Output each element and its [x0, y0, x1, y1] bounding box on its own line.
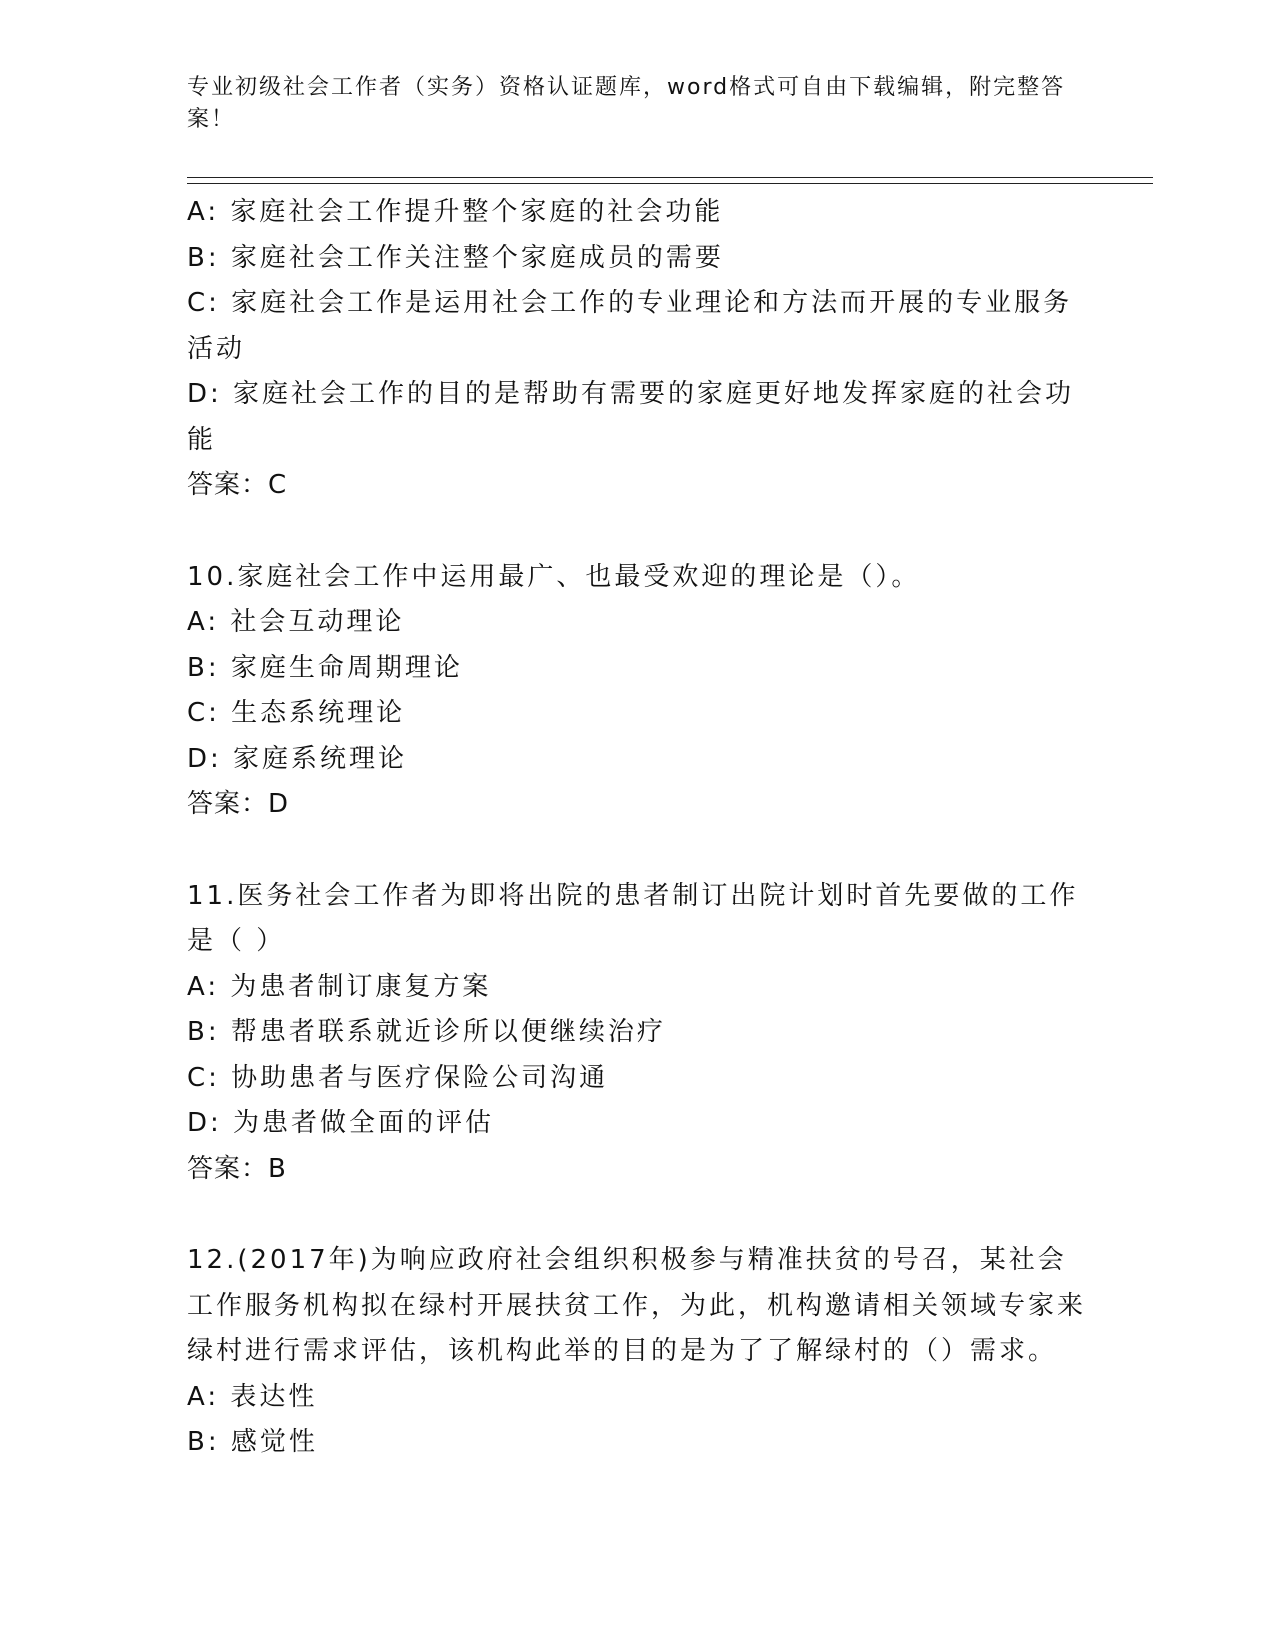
option-b: B: 帮患者联系就近诊所以便继续治疗 [187, 1017, 666, 1047]
question-stem: 10.家庭社会工作中运用最广、也最受欢迎的理论是（）。 [187, 561, 921, 592]
question-block [187, 874, 1087, 1193]
question-block [187, 555, 1087, 828]
spacer [187, 1192, 1087, 1238]
header-divider-top [187, 177, 1153, 178]
document-header: 专业初级社会工作者（实务）资格认证题库，word格式可自由下载编辑，附完整答案！ [187, 75, 1066, 132]
option-b: B: 家庭生命周期理论 [187, 652, 463, 683]
option-a: A: 表达性 [187, 1381, 318, 1412]
option-b: B: 家庭社会工作关注整个家庭成员的需要 [187, 242, 724, 273]
answer-line: 答案：D [187, 789, 290, 819]
option-c: C: 家庭社会工作是运用社会工作的专业理论和方法而开展的专业服务活动 [187, 288, 1073, 364]
option-d: D: 家庭系统理论 [187, 743, 408, 774]
option-a: A: 社会互动理论 [187, 607, 405, 637]
question-block [187, 190, 1087, 509]
option-a: A: 家庭社会工作提升整个家庭的社会功能 [187, 197, 724, 227]
option-c: C: 生态系统理论 [187, 698, 406, 728]
option-a: A: 为患者制订康复方案 [187, 971, 492, 1002]
option-b: B: 感觉性 [187, 1427, 318, 1457]
answer-line: 答案：C [187, 470, 288, 500]
option-c: C: 协助患者与医疗保险公司沟通 [187, 1062, 609, 1093]
spacer [187, 509, 1087, 555]
question-block [187, 1238, 1087, 1466]
option-d: D: 家庭社会工作的目的是帮助有需要的家庭更好地发挥家庭的社会功能 [187, 379, 1075, 455]
option-d: D: 为患者做全面的评估 [187, 1108, 495, 1138]
header-divider-bottom [187, 183, 1153, 184]
question-list [187, 190, 1087, 1466]
question-stem: 11.医务社会工作者为即将出院的患者制订出院计划时首先要做的工作是（ ） [187, 880, 1079, 956]
answer-line: 答案：B [187, 1153, 287, 1184]
spacer [187, 828, 1087, 874]
question-stem: 12.(2017年)为响应政府社会组织积极参与精准扶贫的号召，某社会工作服务机构拟在绿村开展扶贫工作，为此，机构邀请相关领域专家来绿村进行需求评估，该机构此举的目的是为了了解绿村的（）需求。 [187, 1245, 1087, 1366]
